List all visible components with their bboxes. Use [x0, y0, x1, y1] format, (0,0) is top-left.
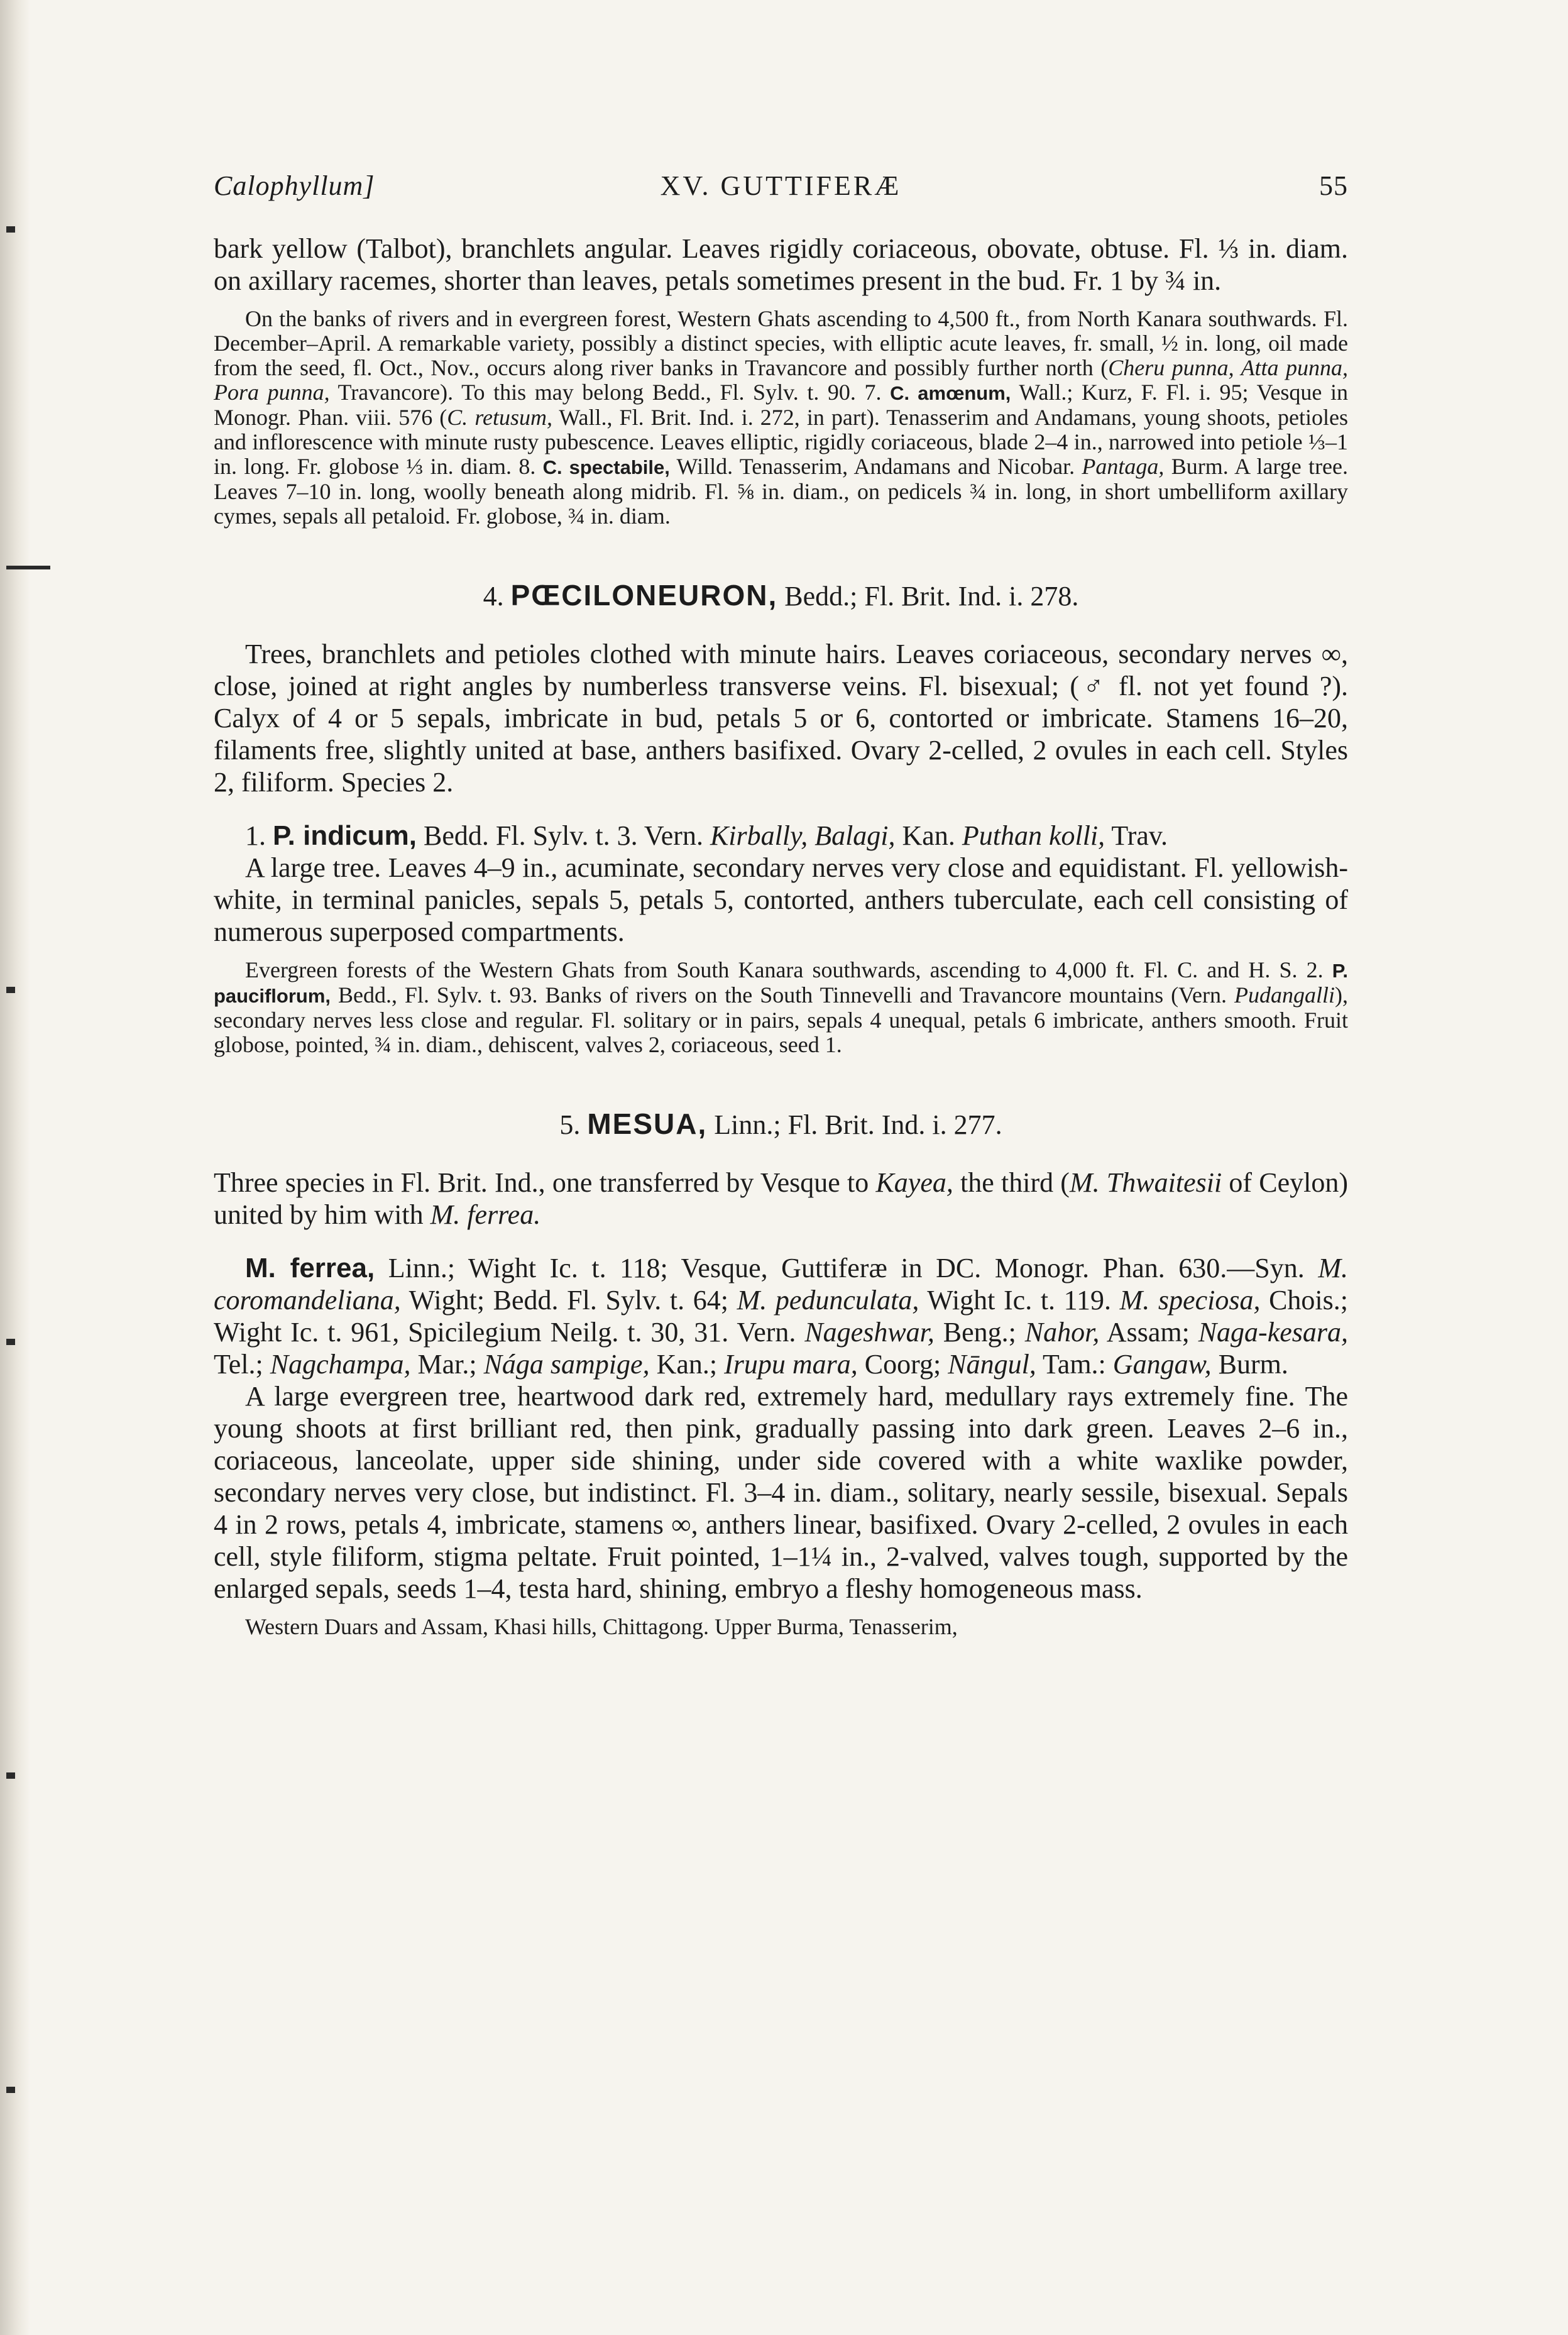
species-heading: 1. P. indicum, Bedd. Fl. Sylv. t. 3. Vern. Kirbally, Balagi, Kan. Puthan kolli, Trav. [245, 820, 1168, 851]
page-number: 55 [1319, 170, 1348, 201]
calophyllum-note: On the banks of rivers and in evergreen forest, Western Ghats ascending to 4,500 ft., from North Kanara southwards. Fl. December–April. A remarkable variety, possibly a distinct species, with elliptic acute leaves, fr. small, ½ in. long, oil made from the seed, fl. Oct., Nov., occurs along river banks in Travancore and possibly further north (Cheru punna, Atta punna, Pora punna, Travancore). To this may belong Bedd., Fl. Sylv. t. 90. 7. C. amœnum, Wall.; Kurz, F. Fl. i. 95; Vesque in Monogr. Phan. viii. 576 (C. retusum, Wall., Fl. Brit. Ind. i. 272, in part). Tenasserim and Andamans, young shoots, petioles and inflorescence with minute rusty pubescence. Leaves elliptic, rigidly coriaceous, blade 2–4 in., narrowed into petiole ⅓–1 in. long. Fr. globose ⅓ in. diam. 8. C. spectabile, Willd. Tenasserim, Andamans and Nicobar. Pantaga, Burm. A large tree. Leaves 7–10 in. long, woolly beneath along midrib. Fl. ⅝ in. diam., on pedicels ¾ in. long, in short umbelliform axillary cymes, sepals all petaloid. Fr. globose, ¾ in. diam. [214, 306, 1349, 529]
species-name: C. amœnum, [890, 382, 1011, 404]
running-head-genus: Calophyllum] [214, 170, 375, 201]
mesua-intro: Three species in Fl. Brit. Ind., one transferred by Vesque to Kayea, the third (M. Thwaitesii of Ceylon) united by him with M. ferrea. [214, 1167, 1348, 1230]
poeciloneuron-note: Evergreen forests of the Western Ghats from South Kanara southwards, ascending to 4,000 ft. Fl. C. and H. S. 2. P. pauciflorum, Bedd., Fl. Sylv. t. 93. Banks of rivers on the South Tinnevelli and Travancore mountains (Vern. Pudangalli), secondary nerves less close and regular. Fl. solitary or in pairs, sepals 4 unequal, petals 6 imbricate, anthers smooth. Fruit globose, pointed, ¾ in. diam., dehiscent, valves 2, coriaceous, seed 1. [214, 957, 1349, 1057]
binding-edge [0, 0, 30, 2335]
distribution-note: Western Duars and Assam, Khasi hills, Chittagong. Upper Burma, Tenasserim, [245, 1614, 958, 1639]
genus-heading-mesua: 5. MESUA, Linn.; Fl. Brit. Ind. i. 277. [559, 1107, 1002, 1140]
species-description: A large tree. Leaves 4–9 in., acuminate, secondary nerves very close and equidistant. Fl. yellowish-white, in terminal panicles, sepals 5, petals 5, contorted, anthers tuberculate, each cell consisting of numerous superposed compartments. [214, 852, 1348, 947]
binding-mark [6, 1339, 15, 1345]
genus-description: Trees, branchlets and petioles clothed with minute hairs. Leaves coriaceous, secondary nerves ∞, close, joined at right angles by numberless transverse veins. Fl. bisexual; (♂ fl. not yet found ?). Calyx of 4 or 5 sepals, imbricate in bud, petals 5 or 6, contorted or imbricate. Stamens 16–20, filaments free, slightly united at base, anthers basifixed. Ovary 2-celled, 2 ovules in each cell. Styles 2, filiform. Species 2. [214, 639, 1348, 798]
genus-heading-poeciloneuron: 4. PŒCILONEURON, Bedd.; Fl. Brit. Ind. i. 278. [483, 579, 1079, 612]
page [214, 170, 1348, 1639]
species-description: A large evergreen tree, heartwood dark red, extremely hard, medullary rays extremely fine. The young shoots at first brilliant red, then pink, gradually passing into dark green. Leaves 2–6 in., coriaceous, lanceolate, upper side shining, under side covered with a white waxlike powder, secondary nerves very close, but indistinct. Fl. 3–4 in. diam., solitary, nearly sessile, bisexual. Sepals 4 in 2 rows, petals 4, imbricate, stamens ∞, anthers linear, basifixed. Ovary 2-celled, 2 ovules in each cell, style filiform, stigma peltate. Fruit pointed, 1–1¼ in., 2-valved, valves tough, supported by the enlarged sepals, seeds 1–4, testa hard, shining, embryo a fleshy homogeneous mass. [214, 1381, 1348, 1604]
binding-mark [6, 226, 15, 233]
binding-mark [6, 987, 15, 993]
species-name: C. spectabile, [542, 456, 670, 478]
binding-mark [6, 566, 50, 569]
species-name: P. pauciflorum, [214, 960, 1349, 1007]
running-head-family: XV. GUTTIFERÆ [660, 170, 902, 201]
binding-mark [6, 1772, 15, 1779]
species-heading: M. ferrea, Linn.; Wight Ic. t. 118; Vesque, Guttiferæ in DC. Monogr. Phan. 630.—Syn. M. coromandeliana, Wight; Bedd. Fl. Sylv. t. 64; M. pedunculata, Wight Ic. t. 119. M. speciosa, Chois.; Wight Ic. t. 961, Spicilegium Neilg. t. 30, 31. Vern. Nageshwar, Beng.; Nahor, Assam; Naga-kesara, Tel.; Nagchampa, Mar.; Nága sampige, Kan.; Irupu mara, Coorg; Nāngul, Tam.: Gangaw, Burm. [214, 1253, 1348, 1380]
continued-description: bark yellow (Talbot), branchlets angular. Leaves rigidly coriaceous, obovate, obtuse. Fl. ⅓ in. diam. on axillary racemes, shorter than leaves, petals sometimes present in the bud. Fr. 1 by ¾ in. [214, 233, 1348, 296]
running-head [214, 170, 1348, 207]
binding-mark [6, 2087, 15, 2093]
